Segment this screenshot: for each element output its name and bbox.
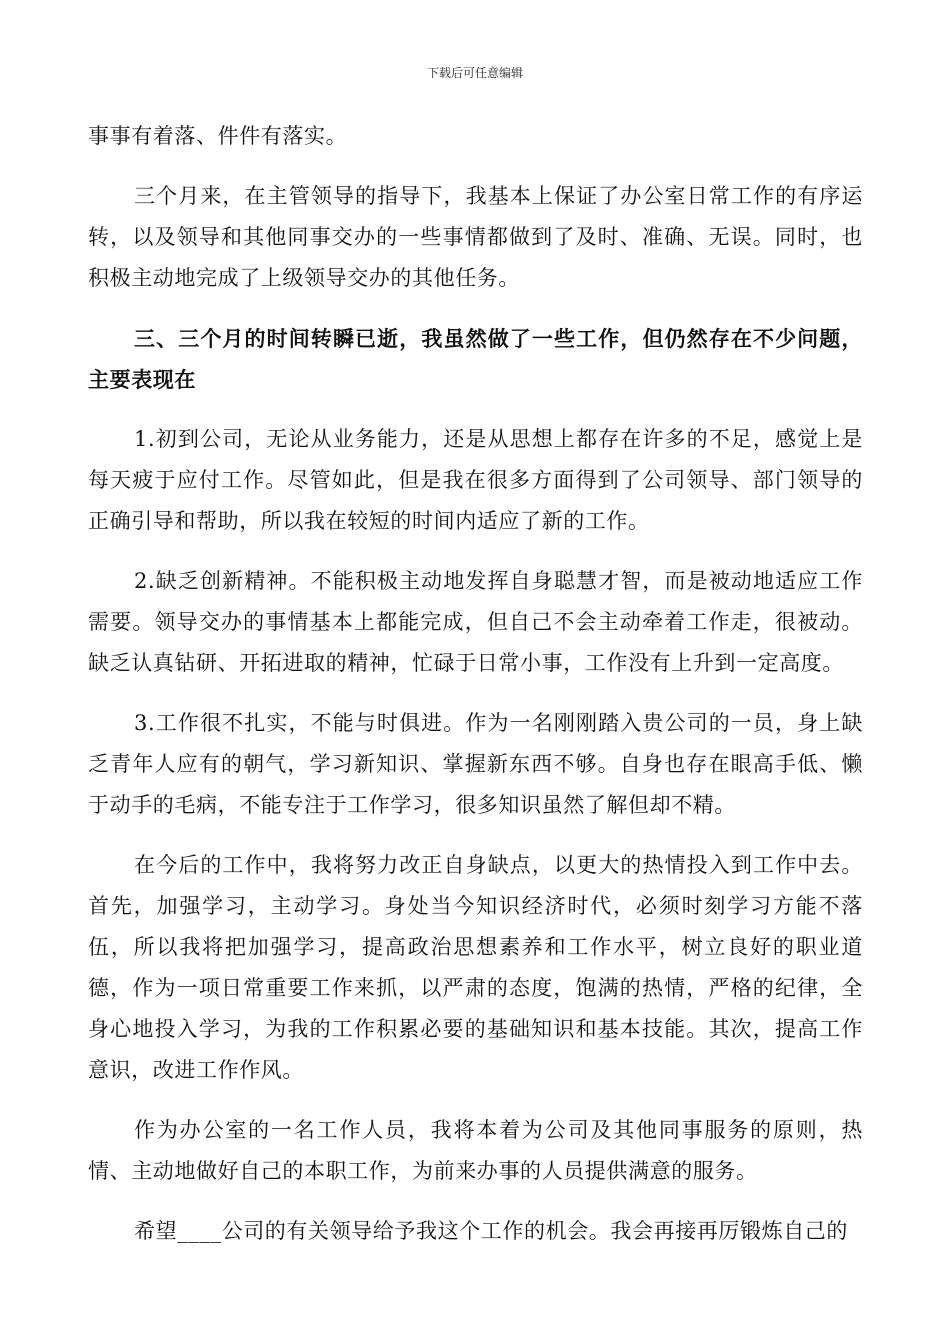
paragraph-service-commitment: 作为办公室的一名工作人员，我将本着为公司及其他同事服务的原则，热情、主动地做好自己的本职工作，为前来办事的人员提供满意的服务。 <box>88 1118 863 1183</box>
section-heading-problems: 三、三个月的时间转瞬已逝，我虽然做了一些工作，但仍然存在不少问题，主要表现在 <box>88 326 863 392</box>
paragraph-continuation: 事事有着落、件件有落实。 <box>88 124 348 148</box>
paragraph-future-plan: 在今后的工作中，我将努力改正自身缺点，以更大的热情投入到工作中去。首先，加强学习，主动学习。身处当今知识经济时代，必须时刻学习方能不落伍，所以我将把加强学习，提高政治思想素养和工作水平，树立良好的职业道德，作为一项日常重要工作来抓，以严肃的态度，饱满的热情，严格的纪律，全身心地投入学习，为我的工作积累必要的基础知识和基本技能。其次，提高工作意识，改进工作作风。 <box>88 853 863 1082</box>
document-body <box>88 116 863 1252</box>
paragraph-closing-hope: 希望____公司的有关领导给予我这个工作的机会。我会再接再厉锻炼自己的 <box>134 1219 848 1243</box>
paragraph-problem-2: 2.缺乏创新精神。不能积极主动地发挥自身聪慧才智，而是被动地适应工作需要。领导交办的事情基本上都能完成，但自己不会主动牵着工作走，很被动。缺乏认真钻研、开拓进取的精神，忙碌于日常小事，工作没有上升到一定高度。 <box>88 569 863 675</box>
paragraph-problem-1: 1.初到公司，无论从业务能力，还是从思想上都存在许多的不足，感觉上是每天疲于应付工作。尽管如此，但是我在很多方面得到了公司领导、部门领导的正确引导和帮助，所以我在较短的时间内适应了新的工作。 <box>88 427 863 533</box>
paragraph-three-months-summary: 三个月来，在主管领导的指导下，我基本上保证了办公室日常工作的有序运转，以及领导和其他同事交办的一些事情都做到了及时、准确、无误。同时，也积极主动地完成了上级领导交办的其他任务。 <box>88 184 863 290</box>
page-header-caption: 下载后可任意编辑 <box>426 66 523 80</box>
paragraph-problem-3: 3.工作很不扎实，不能与时俱进。作为一名刚刚踏入贵公司的一员，身上缺乏青年人应有的朝气，学习新知识、掌握新东西不够。自身也存在眼高手低、懒于动手的毛病，不能专注于工作学习，很多知识虽然了解但却不精。 <box>88 711 863 817</box>
